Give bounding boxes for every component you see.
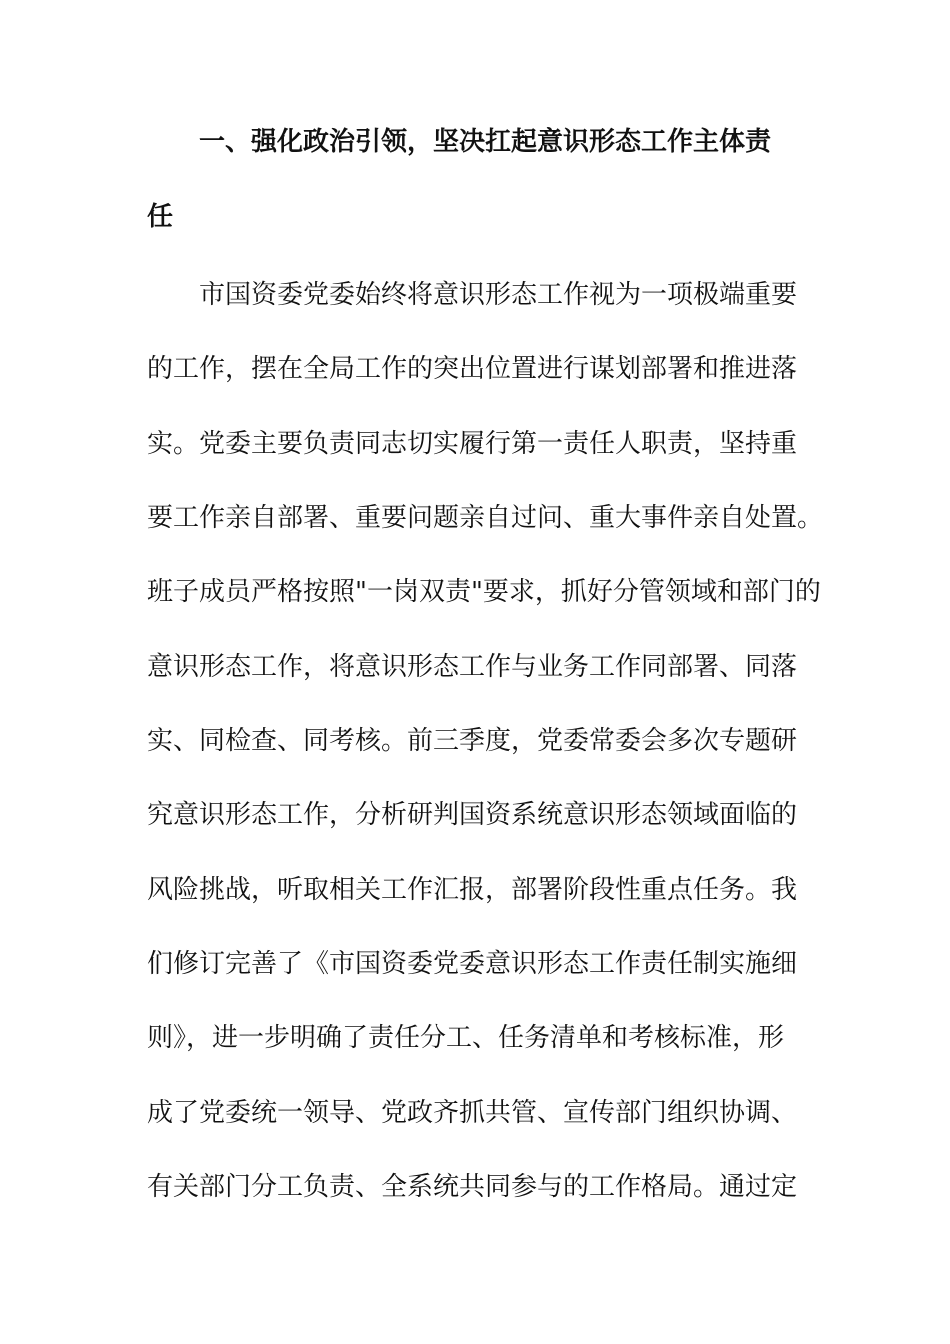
section-heading-line-2: 任 [147, 202, 174, 232]
body-line: 班子成员严格按照"一岗双责"要求，抓好分管领域和部门的 [147, 577, 821, 607]
body-line: 的工作，摆在全局工作的突出位置进行谋划部署和推进落 [147, 354, 798, 384]
body-line: 市国资委党委始终将意识形态工作视为一项极端重要 [199, 280, 798, 310]
body-line: 实、同检查、同考核。前三季度，党委常委会多次专题研 [147, 726, 798, 756]
body-line: 实。党委主要负责同志切实履行第一责任人职责，坚持重 [147, 429, 798, 459]
body-line: 有关部门分工负责、全系统共同参与的工作格局。通过定 [147, 1172, 798, 1202]
section-heading-line-1: 一、强化政治引领，坚决扛起意识形态工作主体责 [199, 127, 772, 157]
body-line: 究意识形态工作，分析研判国资系统意识形态领域面临的 [147, 800, 798, 830]
body-line: 则》，进一步明确了责任分工、任务清单和考核标准，形 [147, 1023, 785, 1053]
body-line: 意识形态工作，将意识形态工作与业务工作同部署、同落 [147, 652, 798, 682]
body-line: 风险挑战，听取相关工作汇报，部署阶段性重点任务。我 [147, 875, 798, 905]
body-line: 们修订完善了《市国资委党委意识形态工作责任制实施细 [147, 949, 798, 979]
body-line: 成了党委统一领导、党政齐抓共管、宣传部门组织协调、 [147, 1098, 798, 1128]
body-line: 要工作亲自部署、重要问题亲自过问、重大事件亲自处置。 [147, 503, 824, 533]
